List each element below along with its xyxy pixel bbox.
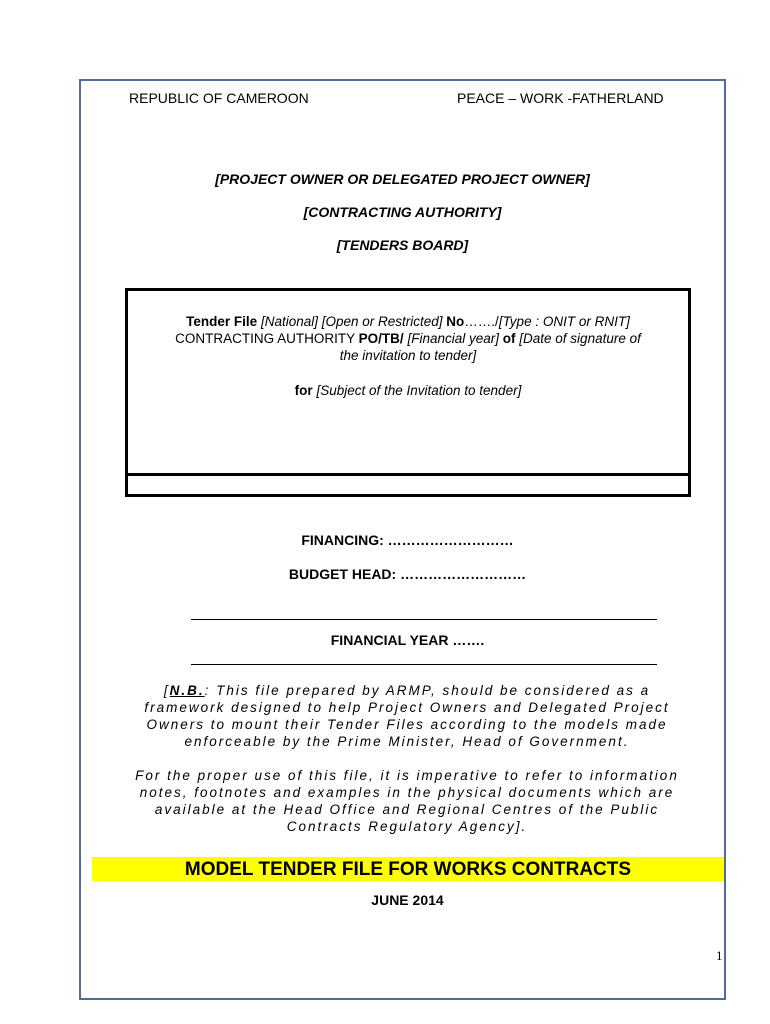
nb-line-1-text: : This file prepared by ARMP, should be considered as a [204,683,651,698]
contracting-authority-line: [CONTRACTING AUTHORITY] [303,204,502,220]
nb-line-2: framework designed to help Project Owners and Delegated Project [144,700,670,715]
page-number: 1 [716,948,723,963]
financial-year-line: FINANCIAL YEAR ……. [330,632,485,648]
tender-file-label: Tender File [186,314,258,329]
usage-line-4: Contracts Regulatory Agency]. [286,819,528,834]
usage-line-2: notes, footnotes and examples in the physical documents which are [139,785,675,800]
usage-line-1: For the proper use of this file, it is imperative to refer to information [135,768,679,783]
usage-line-3: available at the Head Office and Regional Centres of the Public [154,802,660,817]
rule-top [191,619,657,620]
nb-line-1 [84,682,730,700]
date-signature-placeholder: [Date of signature of [519,331,641,346]
document-title: MODEL TENDER FILE FOR WORKS CONTRACTS [184,859,632,880]
contracting-authority-text: CONTRACTING AUTHORITY [175,331,355,346]
subject-placeholder: [Subject of the Invitation to tender] [316,383,522,398]
nb-label: N.B. [169,683,205,698]
tender-file-number-label: No [446,314,465,329]
rule-bottom [191,664,657,665]
nb-line-3: Owners to mount their Tender Files according to the models made [146,717,668,732]
header-motto: PEACE – WORK -FATHERLAND [457,90,664,106]
nb-open-bracket: [ [163,683,170,698]
tender-file-line-3 [130,347,686,364]
tender-file-number-dots: ……./ [464,314,499,329]
financial-year-placeholder: [Financial year] [407,331,499,346]
tender-file-onit-rnit: [Type : ONIT or RNIT] [498,314,630,329]
tender-file-line-2 [130,330,686,347]
header-republic: REPUBLIC OF CAMEROON [129,90,309,106]
po-tb-label: PO/TB/ [358,331,404,346]
budget-head-line: BUDGET HEAD: ……………………… [288,566,527,582]
tender-file-type: [National] [Open or Restricted] [260,314,443,329]
tenders-board-line: [TENDERS BOARD] [336,237,469,253]
project-owner-line: [PROJECT OWNER OR DELEGATED PROJECT OWNER] [215,171,590,187]
tender-subject-line [130,382,686,399]
nb-line-4: enforceable by the Prime Minister, Head of Government. [184,734,630,749]
tender-file-box-strip [125,473,691,497]
document-date: JUNE 2014 [371,892,444,908]
of-label: of [502,331,516,346]
tender-file-line-1 [130,313,686,330]
financing-line: FINANCING: ……………………… [301,532,514,548]
invitation-placeholder: the invitation to tender] [339,348,477,363]
for-label: for [294,383,313,398]
